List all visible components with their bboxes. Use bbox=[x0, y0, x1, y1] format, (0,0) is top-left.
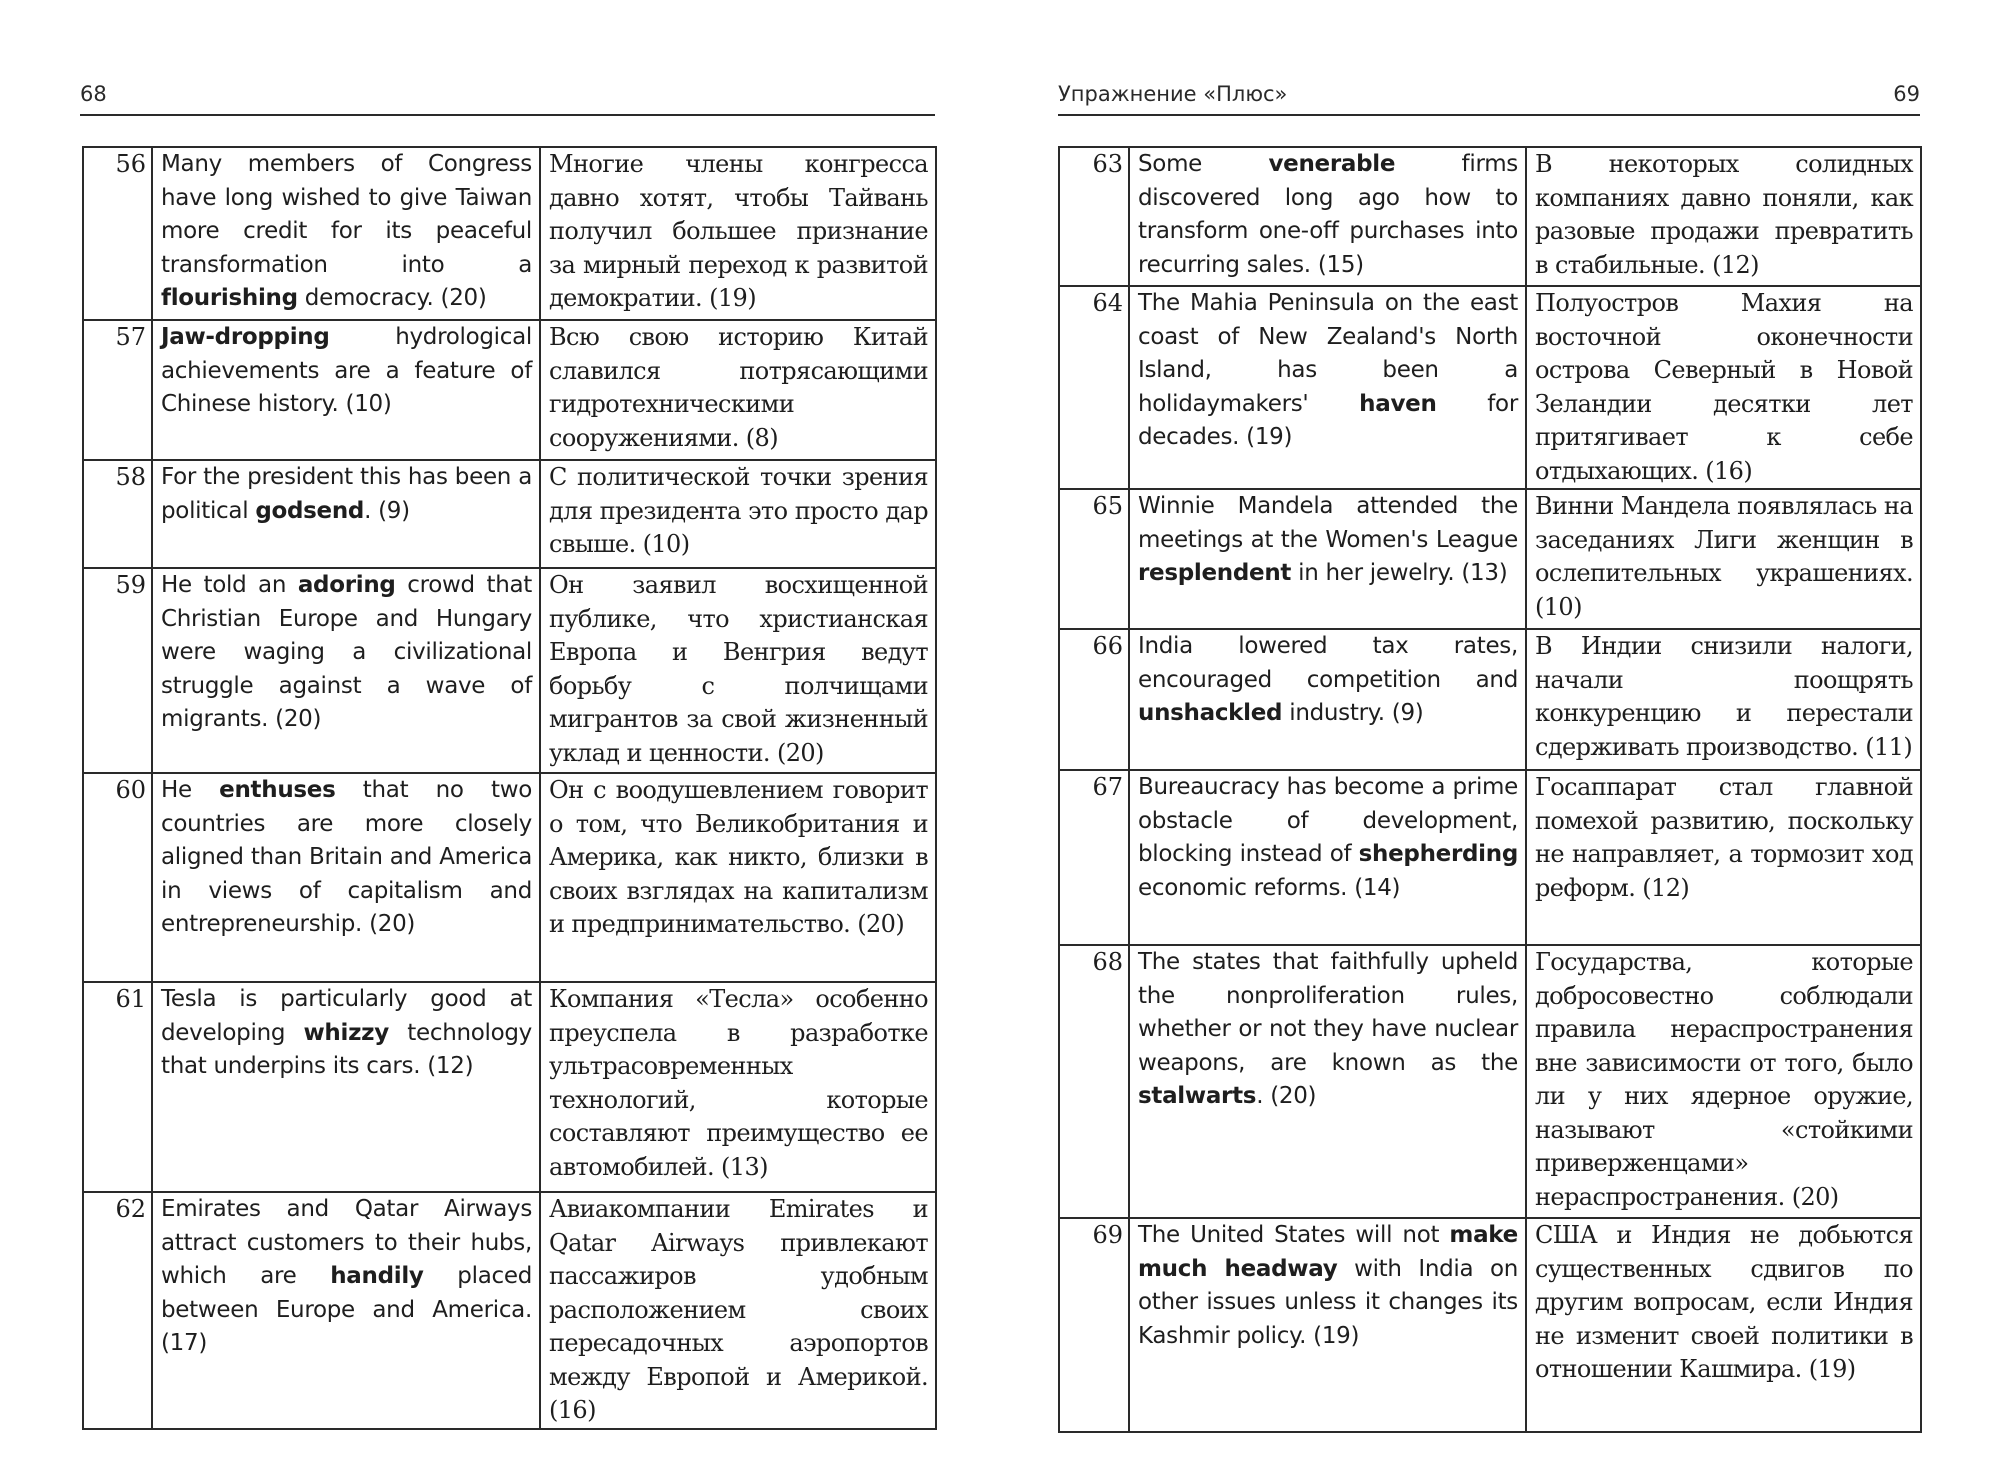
item-number: 62 bbox=[83, 1192, 152, 1429]
table-row bbox=[83, 460, 936, 568]
key-term: Jaw-dropping bbox=[161, 324, 330, 350]
item-number: 67 bbox=[1059, 770, 1129, 945]
russian-translation: Авиакомпании Emirates и Qatar Airways привлекают пассажиров удобным расположением своих пересадочных аэропортов между Европой и Америкой. (16) bbox=[540, 1192, 936, 1429]
item-number: 59 bbox=[83, 568, 152, 773]
item-number: 57 bbox=[83, 320, 152, 460]
table-row bbox=[83, 568, 936, 773]
russian-translation: Всю свою историю Китай славился потрясающими гидротехническими сооружениями. (8) bbox=[540, 320, 936, 460]
page-number: 68 bbox=[80, 82, 107, 106]
english-sentence bbox=[152, 147, 540, 320]
sentence-text: He bbox=[161, 777, 220, 803]
sentence-text: He told an bbox=[161, 572, 298, 598]
key-term: enthuses bbox=[219, 777, 336, 803]
sentence-text: firms discovered long ago how to transform one-off purchases into recurring sales. (15) bbox=[1138, 151, 1518, 278]
table-row bbox=[1059, 1218, 1921, 1432]
english-sentence bbox=[152, 1192, 540, 1429]
item-number: 58 bbox=[83, 460, 152, 568]
sentence-text: that no two countries are more closely aligned than Britain and America in views of capitalism and entrepreneurship. (20) bbox=[161, 777, 532, 937]
russian-translation: Многие члены конгресса давно хотят, чтобы Тайвань получил большее признание за мирный переход к развитой демократии. (19) bbox=[540, 147, 936, 320]
header-rule bbox=[1058, 114, 1920, 116]
sentence-text: crowd that Christian Europe and Hungary were waging a civilizational struggle against a wave of migrants. (20) bbox=[161, 572, 532, 732]
sentence-text: The United States will not bbox=[1138, 1222, 1450, 1248]
english-sentence bbox=[152, 568, 540, 773]
english-sentence bbox=[152, 982, 540, 1192]
russian-translation: Винни Мандела появлялась на заседаниях Лиги женщин в ослепительных украшениях. (10) bbox=[1526, 489, 1921, 629]
key-term: haven bbox=[1359, 390, 1437, 417]
sentence-text: economic reforms. (14) bbox=[1138, 874, 1401, 901]
table-row bbox=[1059, 147, 1921, 286]
item-number: 61 bbox=[83, 982, 152, 1192]
russian-translation: Он заявил восхищенной публике, что христианская Европа и Венгрия ведут борьбу с полчищами мигрантов за свой жизненный уклад и ценности. (20) bbox=[540, 568, 936, 773]
russian-translation: В некоторых солидных компаниях давно поняли, как разовые продажи превратить в стабильные. (12) bbox=[1526, 147, 1921, 286]
page-number: 69 bbox=[1893, 82, 1920, 106]
table-row bbox=[1059, 770, 1921, 945]
english-sentence bbox=[152, 320, 540, 460]
english-sentence bbox=[1129, 1218, 1526, 1432]
key-term: unshackled bbox=[1138, 700, 1283, 726]
sentence-text: Winnie Mandela attended the meetings at the Women's League bbox=[1138, 493, 1518, 553]
table-row bbox=[1059, 629, 1921, 770]
item-number: 68 bbox=[1059, 945, 1129, 1218]
table-row bbox=[83, 1192, 936, 1429]
key-term: handily bbox=[330, 1263, 424, 1289]
running-header: Упражнение «Плюс» bbox=[1058, 82, 1288, 106]
russian-translation: США и Индия не добьются существенных сдвигов по другим вопросам, если Индия не изменит своей политики в отношении Кашмира. (19) bbox=[1526, 1218, 1921, 1432]
item-number: 65 bbox=[1059, 489, 1129, 629]
sentence-text: Some bbox=[1138, 151, 1269, 177]
russian-translation: Госаппарат стал главной помехой развитию, поскольку не направляет, а тормозит ход реформ. (12) bbox=[1526, 770, 1921, 945]
sentence-text: Bureaucracy has become a prime obstacle of development, blocking instead of bbox=[1138, 774, 1518, 867]
sentence-text: in her jewelry. (13) bbox=[1291, 560, 1508, 586]
english-sentence bbox=[1129, 945, 1526, 1218]
russian-translation: В Индии снизили налоги, начали поощрять конкуренцию и перестали сдерживать производство. (11) bbox=[1526, 629, 1921, 770]
item-number: 56 bbox=[83, 147, 152, 320]
sentence-text: technology that underpins its cars. (12) bbox=[161, 1019, 532, 1079]
english-sentence bbox=[1129, 629, 1526, 770]
key-term: venerable bbox=[1268, 151, 1396, 177]
key-term: godsend bbox=[255, 497, 365, 524]
sentence-text: Tesla is particularly good at developing bbox=[161, 986, 532, 1046]
item-number: 69 bbox=[1059, 1218, 1129, 1432]
sentence-text: . (9) bbox=[364, 497, 410, 524]
key-term: stalwarts bbox=[1138, 1083, 1257, 1109]
header-rule bbox=[80, 114, 935, 116]
table-row bbox=[1059, 286, 1921, 489]
english-sentence bbox=[152, 773, 540, 982]
sentence-text: For the president this has been a political bbox=[161, 464, 532, 524]
russian-translation: Государства, которые добросовестно соблюдали правила нераспространения вне зависимости от того, было ли у них ядерное оружие, называют «стойкими приверженцами» нераспространения. (20) bbox=[1526, 945, 1921, 1218]
table-row bbox=[83, 982, 936, 1192]
russian-translation: Он с воодушевлением говорит о том, что Великобритания и Америка, как никто, близки в своих взглядах на капитализм и предпринимательство. (20) bbox=[540, 773, 936, 982]
key-term: adoring bbox=[297, 572, 396, 598]
key-term: flourishing bbox=[161, 285, 298, 311]
sentence-text: industry. (9) bbox=[1282, 700, 1424, 726]
table-row bbox=[1059, 945, 1921, 1218]
table-row bbox=[83, 773, 936, 982]
russian-translation: Компания «Тесла» особенно преуспела в разработке ультрасовременных технологий, которые составляют преимущество ее автомобилей. (13) bbox=[540, 982, 936, 1192]
item-number: 60 bbox=[83, 773, 152, 982]
sentence-text: India lowered tax rates, encouraged competition and bbox=[1138, 633, 1518, 693]
sentence-text: for decades. (19) bbox=[1138, 390, 1518, 450]
russian-translation: Полуостров Махия на восточной оконечности острова Северный в Новой Зеландии десятки лет притягивает к себе отдыхающих. (16) bbox=[1526, 286, 1921, 489]
item-number: 63 bbox=[1059, 147, 1129, 286]
exercise-table bbox=[82, 146, 937, 1430]
sentence-text: The Mahia Peninsula on the east coast of New Zealand's North Island, has been a holidaymakers' bbox=[1138, 290, 1518, 417]
item-number: 66 bbox=[1059, 629, 1129, 770]
key-term: shepherding bbox=[1358, 841, 1518, 867]
russian-translation: С политической точки зрения для президента это просто дар свыше. (10) bbox=[540, 460, 936, 568]
sentence-text: with India on other issues unless it changes its Kashmir policy. (19) bbox=[1138, 1255, 1518, 1349]
english-sentence bbox=[152, 460, 540, 568]
sentence-text: hydrological achievements are a feature of Chinese history. (10) bbox=[161, 324, 532, 417]
table-row bbox=[83, 320, 936, 460]
table-row bbox=[1059, 489, 1921, 629]
table-row bbox=[83, 147, 936, 320]
item-number: 64 bbox=[1059, 286, 1129, 489]
sentence-text: Emirates and Qatar Airways attract customers to their hubs, which are bbox=[161, 1196, 532, 1289]
key-term: whizzy bbox=[303, 1019, 389, 1046]
sentence-text: placed between Europe and America. (17) bbox=[161, 1263, 532, 1356]
key-term: resplendent bbox=[1138, 560, 1292, 586]
key-term: make much headway bbox=[1138, 1222, 1518, 1282]
sentence-text: democracy. (20) bbox=[297, 285, 487, 311]
sentence-text: Many members of Congress have long wished to give Taiwan more credit for its peaceful transformation into a bbox=[161, 151, 532, 278]
right-page bbox=[1000, 0, 2000, 1480]
sentence-text: . (20) bbox=[1256, 1083, 1317, 1109]
english-sentence bbox=[1129, 286, 1526, 489]
exercise-table bbox=[1058, 146, 1922, 1433]
sentence-text: The states that faithfully upheld the nonproliferation rules, whether or not they have nuclear weapons, are known as the bbox=[1138, 949, 1518, 1076]
english-sentence bbox=[1129, 489, 1526, 629]
english-sentence bbox=[1129, 770, 1526, 945]
english-sentence bbox=[1129, 147, 1526, 286]
